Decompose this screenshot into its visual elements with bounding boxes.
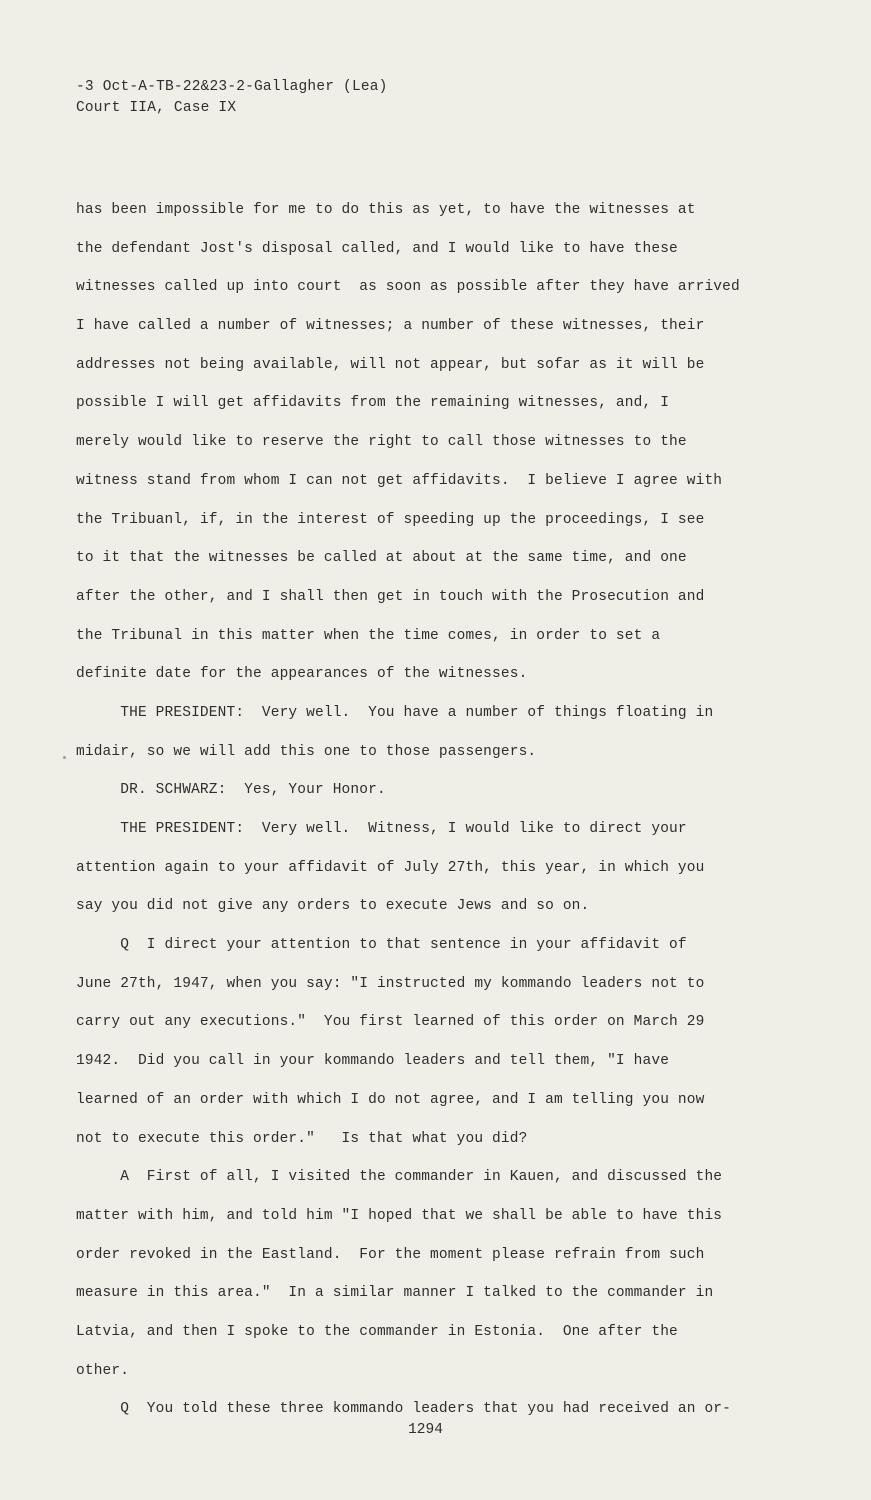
body-line: attention again to your affidavit of July 27th, this year, in which you	[76, 859, 705, 876]
body-line: the Tribuanl, if, in the interest of speeding up the proceedings, I see	[76, 511, 705, 528]
header-court-line: Court IIA, Case IX	[76, 100, 237, 116]
transcript-header	[76, 77, 388, 119]
body-line: June 27th, 1947, when you say: "I instructed my kommando leaders not to	[76, 975, 705, 992]
body-line: definite date for the appearances of the witnesses.	[76, 666, 528, 683]
page-number: 1294	[408, 1422, 443, 1438]
body-line: after the other, and I shall then get in touch with the Prosecution and	[76, 588, 705, 605]
body-line: THE PRESIDENT: Very well. You have a number of things floating in	[76, 704, 714, 721]
transcript-body	[76, 191, 796, 1429]
body-line: not to execute this order." Is that what you did?	[76, 1130, 528, 1147]
body-line: carry out any executions." You first learned of this order on March 29	[76, 1014, 705, 1031]
body-line: matter with him, and told him "I hoped that we shall be able to have this	[76, 1207, 723, 1224]
body-line: the defendant Jost's disposal called, and I would like to have these	[76, 240, 678, 257]
body-line: DR. SCHWARZ: Yes, Your Honor.	[76, 782, 386, 799]
body-line: merely would like to reserve the right to call those witnesses to the	[76, 434, 687, 451]
header-session-line: -3 Oct-A-TB-22&23-2-Gallagher (Lea)	[76, 79, 388, 95]
body-line: order revoked in the Eastland. For the moment please refrain from such	[76, 1246, 705, 1263]
body-line: A First of all, I visited the commander in Kauen, and discussed the	[76, 1169, 723, 1186]
body-line: THE PRESIDENT: Very well. Witness, I would like to direct your	[76, 821, 687, 837]
body-line: 1942. Did you call in your kommando leaders and tell them, "I have	[76, 1053, 670, 1070]
body-line: Latvia, and then I spoke to the commander in Estonia. One after the	[76, 1323, 678, 1340]
body-line: measure in this area." In a similar manner I talked to the commander in	[76, 1285, 714, 1302]
body-line: addresses not being available, will not appear, but sofar as it will be	[76, 356, 705, 373]
body-line: I have called a number of witnesses; a number of these witnesses, their	[76, 318, 705, 335]
body-line: witnesses called up into court as soon as possible after they have arrived	[76, 279, 740, 296]
body-line: to it that the witnesses be called at about at the same time, and one	[76, 550, 687, 567]
body-line: possible I will get affidavits from the remaining witnesses, and, I	[76, 395, 670, 412]
body-line: learned of an order with which I do not agree, and I am telling you now	[76, 1091, 705, 1108]
body-line: Q I direct your attention to that sentence in your affidavit of	[76, 937, 687, 954]
body-line: the Tribunal in this matter when the time comes, in order to set a	[76, 627, 661, 644]
body-line: Q You told these three kommando leaders that you had received an or-	[76, 1401, 732, 1418]
body-line: midair, so we will add this one to those passengers.	[76, 743, 537, 760]
body-line: other.	[76, 1362, 130, 1379]
paper-speck	[63, 756, 66, 759]
body-line: witness stand from whom I can not get affidavits. I believe I agree with	[76, 472, 723, 489]
body-line: say you did not give any orders to execute Jews and so on.	[76, 898, 590, 915]
body-line: has been impossible for me to do this as yet, to have the witnesses at	[76, 202, 696, 218]
